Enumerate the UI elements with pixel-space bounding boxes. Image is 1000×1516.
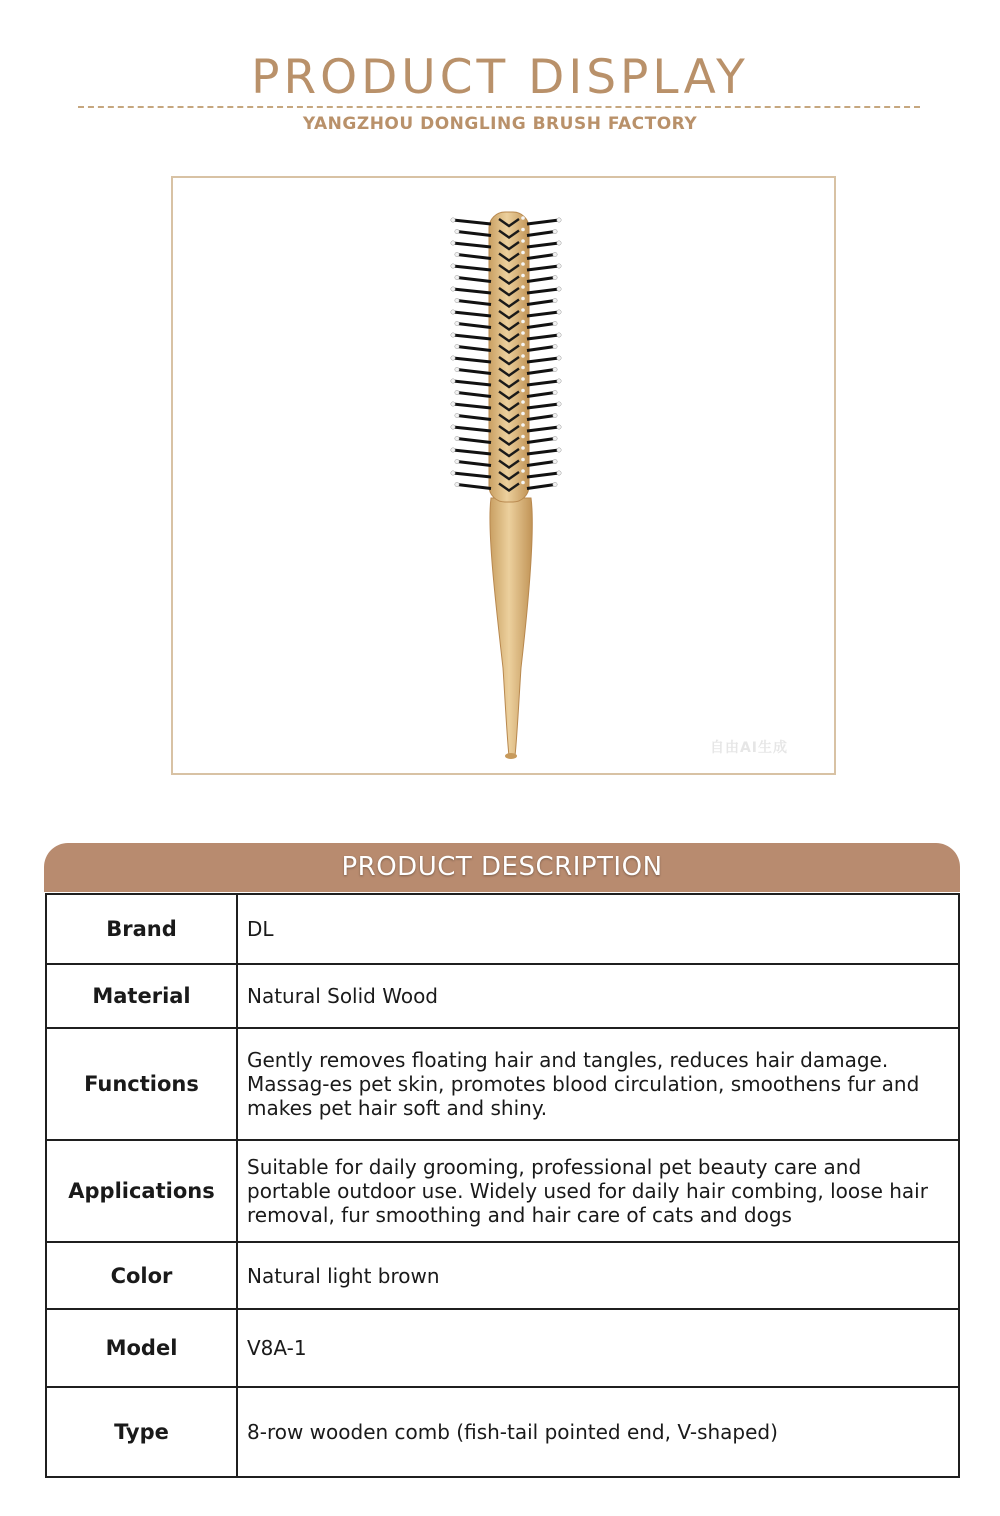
bristle-tip (553, 367, 557, 371)
bristle-right (527, 324, 555, 328)
factory-name: YANGZHOU DONGLING BRUSH FACTORY (302, 114, 698, 134)
bristle-tip (557, 425, 561, 429)
bristle-tip (451, 218, 455, 222)
bristle-right (527, 301, 555, 305)
bristle-tip (451, 448, 455, 452)
bristle-tip (553, 252, 557, 256)
bristle-tip (553, 413, 557, 417)
bristle-tip (521, 216, 525, 220)
bristle-tip (521, 239, 525, 243)
bristle-right (527, 266, 559, 270)
bristle-left (457, 393, 491, 397)
bristle-tip (451, 379, 455, 383)
bristle-tip (521, 308, 525, 312)
bristle-left (457, 301, 491, 305)
bristle-left (453, 243, 491, 247)
bristle-left (453, 289, 491, 293)
bristle-tip (521, 285, 525, 289)
bristle-right (527, 485, 555, 489)
bristle-tip (455, 229, 459, 233)
bristle-tip (553, 436, 557, 440)
spec-label: Type (46, 1387, 237, 1477)
bristle-right (527, 220, 559, 224)
bristle-tip (557, 264, 561, 268)
bristle-right (527, 404, 559, 408)
bristle-tip (557, 379, 561, 383)
bristle-tip (521, 354, 525, 358)
spec-row-color (46, 1242, 959, 1309)
spec-row-material (46, 964, 959, 1028)
bristle-left (453, 358, 491, 362)
bristle-tip (521, 228, 525, 232)
spec-row-functions (46, 1028, 959, 1140)
bristle-tip (557, 402, 561, 406)
bristle-right (527, 393, 555, 397)
bristle-tip (455, 482, 459, 486)
bristle-right (527, 243, 559, 247)
bristle-tip (521, 366, 525, 370)
description-heading: PRODUCT DESCRIPTION (341, 852, 663, 882)
bristle-right (527, 473, 559, 477)
bristle-right (527, 232, 555, 236)
spec-row-applications (46, 1140, 959, 1242)
bristle-tip (557, 333, 561, 337)
bristle-tip (521, 446, 525, 450)
spec-value: 8-row wooden comb (fish-tail pointed end, V-shaped) (237, 1387, 959, 1477)
bristle-tip (521, 297, 525, 301)
bristle-tip (553, 459, 557, 463)
bristle-tip (455, 344, 459, 348)
bristle-tip (521, 458, 525, 462)
bristle-tip (455, 275, 459, 279)
bristle-tip (455, 390, 459, 394)
bristle-tip (553, 482, 557, 486)
bristle-tip (553, 344, 557, 348)
bristle-tip (521, 343, 525, 347)
bristle-left (457, 324, 491, 328)
bristle-right (527, 416, 555, 420)
watermark: 自由AI生成 (709, 740, 788, 756)
description-header (44, 843, 960, 892)
bristle-tip (451, 333, 455, 337)
bristle-left (457, 347, 491, 351)
bristle-tip (557, 241, 561, 245)
bristle-tip (451, 425, 455, 429)
bristle-tip (451, 402, 455, 406)
bristle-tip (521, 262, 525, 266)
bristle-tip (521, 331, 525, 335)
bristle-left (457, 416, 491, 420)
bristle-left (453, 266, 491, 270)
bristle-tip (455, 252, 459, 256)
bristle-tip (451, 356, 455, 360)
spec-value: Gently removes floating hair and tangles, reduces hair damage. Massag-es pet skin, promotes blood circulation, smoothens fur and makes pet hair soft and shiny. (237, 1028, 959, 1140)
spec-label: Brand (46, 894, 237, 964)
bristle-right (527, 439, 555, 443)
spec-value: DL (237, 894, 959, 964)
bristle-tip (521, 377, 525, 381)
bristle-left (453, 312, 491, 316)
spec-value: V8A-1 (237, 1309, 959, 1387)
bristle-left (457, 278, 491, 282)
spec-label: Color (46, 1242, 237, 1309)
bristle-tip (521, 274, 525, 278)
spec-value: Suitable for daily grooming, professional pet beauty care and portable outdoor use. Widely used for daily hair combing, loose hair removal, fur smoothing and hair care of cats and dogs (237, 1140, 959, 1242)
spec-row-model (46, 1309, 959, 1387)
spec-label: Applications (46, 1140, 237, 1242)
bristle-tip (455, 298, 459, 302)
bristle-tip (557, 310, 561, 314)
bristle-right (527, 289, 559, 293)
bristle-left (453, 473, 491, 477)
bristle-left (453, 335, 491, 339)
bristle-left (457, 370, 491, 374)
bristle-tip (521, 320, 525, 324)
spec-value: Natural light brown (237, 1242, 959, 1309)
page-title: PRODUCT DISPLAY (251, 50, 749, 105)
bristle-right (527, 450, 559, 454)
bristle-tip (521, 412, 525, 416)
bristle-tip (553, 275, 557, 279)
spec-label: Material (46, 964, 237, 1028)
bristle-tip (451, 287, 455, 291)
spec-row-brand (46, 894, 959, 964)
bristle-left (453, 427, 491, 431)
bristle-tip (455, 436, 459, 440)
bristle-right (527, 347, 555, 351)
bristle-left (453, 381, 491, 385)
bristle-tip (553, 298, 557, 302)
bristle-left (457, 255, 491, 259)
bristle-tip (455, 413, 459, 417)
bristle-right (527, 335, 559, 339)
bristle-tip (451, 310, 455, 314)
spec-row-type (46, 1387, 959, 1477)
bristle-tip (451, 471, 455, 475)
bristle-left (457, 232, 491, 236)
bristle-tip (557, 448, 561, 452)
bristle-tip (557, 218, 561, 222)
bristle-tip (521, 435, 525, 439)
bristle-left (453, 404, 491, 408)
spec-label: Functions (46, 1028, 237, 1140)
bristle-tip (557, 287, 561, 291)
bristle-left (457, 462, 491, 466)
bristle-tip (521, 400, 525, 404)
bristle-right (527, 427, 559, 431)
bristle-tip (455, 367, 459, 371)
bristle-left (453, 220, 491, 224)
bristle-tip (521, 481, 525, 485)
bristle-right (527, 381, 559, 385)
bristle-tip (455, 321, 459, 325)
bristle-right (527, 255, 555, 259)
bristle-tip (553, 321, 557, 325)
round-brush-illustration (173, 178, 834, 773)
bristle-left (457, 439, 491, 443)
title-divider (78, 106, 920, 108)
bristle-tip (521, 423, 525, 427)
bristle-left (453, 450, 491, 454)
bristle-tip (553, 229, 557, 233)
bristle-tip (557, 471, 561, 475)
bristle-tip (451, 264, 455, 268)
bristle-tip (451, 241, 455, 245)
bristle-tip (455, 459, 459, 463)
bristle-right (527, 358, 559, 362)
bristle-tip (553, 390, 557, 394)
bristle-right (527, 462, 555, 466)
bristle-right (527, 312, 559, 316)
product-photo (171, 176, 836, 775)
bristle-tip (521, 469, 525, 473)
spec-value: Natural Solid Wood (237, 964, 959, 1028)
bristle-tip (557, 356, 561, 360)
bristle-tip (521, 251, 525, 255)
spec-table (45, 893, 960, 1478)
bristle-right (527, 370, 555, 374)
bristle-tip (521, 389, 525, 393)
bristle-left (457, 485, 491, 489)
bristle-right (527, 278, 555, 282)
spec-label: Model (46, 1309, 237, 1387)
